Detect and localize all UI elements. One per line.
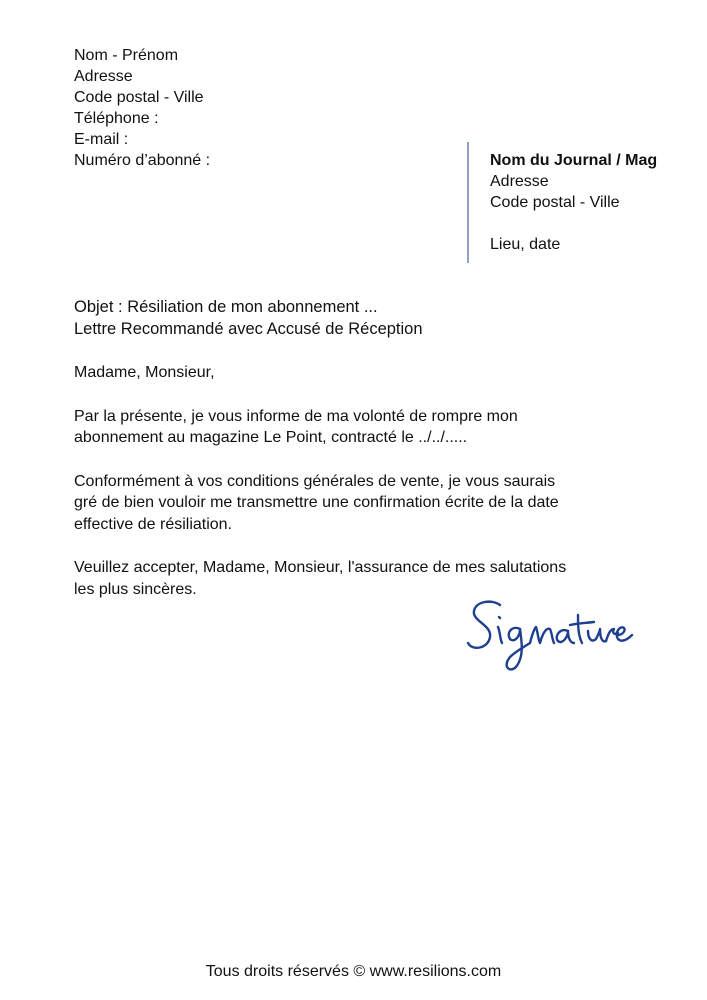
recipient-address: Adresse — [490, 173, 549, 190]
subject-line: Objet : Résiliation de mon abonnement ... — [74, 298, 378, 316]
paragraph-confirmation-line-1: Conformément à vos conditions générales de vente, je vous saurais — [74, 472, 556, 490]
closing-line-1: Veuillez accepter, Madame, Monsieur, l'assurance de mes salutations — [74, 559, 567, 576]
sender-block — [74, 45, 210, 171]
letter-body — [74, 362, 674, 622]
registered-letter-line: Lettre Recommandé avec Accusé de Réception — [74, 320, 423, 338]
recipient-spacer — [490, 213, 657, 234]
sender-name: Nom - Prénom — [74, 47, 179, 64]
sender-address: Adresse — [74, 68, 133, 85]
recipient-postal-city: Code postal - Ville — [490, 194, 620, 211]
paragraph-intent-line-2: abonnement au magazine Le Point, contracté le ../../..... — [74, 429, 468, 446]
recipient-place-date: Lieu, date — [490, 236, 561, 253]
closing-line-2: les plus sincères. — [74, 580, 197, 598]
paragraph-intent-line-1: Par la présente, je vous informe de ma volonté de rompre mon — [74, 407, 518, 425]
subject-block — [74, 296, 423, 340]
sender-phone: Téléphone : — [74, 110, 159, 127]
sender-subscriber-number: Numéro d’abonné : — [74, 152, 211, 169]
recipient-divider — [467, 142, 469, 263]
sender-postal-city: Code postal - Ville — [74, 89, 204, 106]
recipient-block — [490, 150, 657, 255]
paragraph-confirmation — [74, 471, 674, 536]
closing-formula — [74, 557, 674, 600]
handwritten-signature — [462, 595, 637, 675]
footer-copyright: Tous droits réservés © www.resilions.com — [205, 963, 502, 980]
recipient-name: Nom du Journal / Mag — [490, 152, 658, 169]
salutation: Madame, Monsieur, — [74, 364, 215, 381]
paragraph-intent — [74, 406, 674, 449]
sender-email: E-mail : — [74, 131, 129, 148]
paragraph-confirmation-line-2: gré de bien vouloir me transmettre une confirmation écrite de la date — [74, 494, 559, 511]
paragraph-confirmation-line-3: effective de résiliation. — [74, 515, 233, 533]
